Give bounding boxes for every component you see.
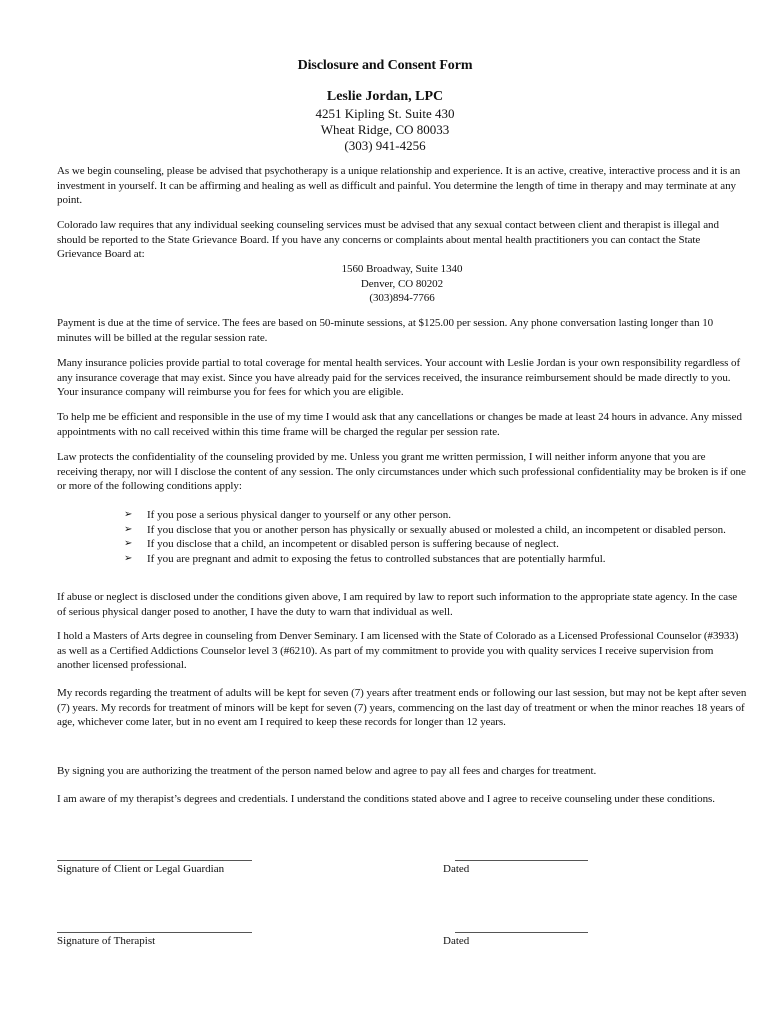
therapist-dated-label: Dated [443, 935, 470, 947]
list-item [120, 552, 740, 567]
client-signature-line[interactable] [57, 860, 252, 861]
awareness-paragraph: I am aware of my therapist’s degrees and credentials. I understand the conditions stated above and I agree to receive counseling under these conditions. [57, 793, 715, 805]
client-date-line[interactable] [455, 860, 588, 861]
payment-paragraph: Payment is due at the time of service. The fees are based on 50-minute sessions, at $125.00 per session. Any phone conversation lasting longer than 10 minutes will be billed at the regular session rate. [57, 317, 714, 344]
abuse-reporting-paragraph: If abuse or neglect is disclosed under the conditions given above, I am required by law to report such information to the appropriate state agency. In the case of serious physical danger posed to another, I have the duty to warn that individual as well. [57, 591, 738, 618]
therapist-header [0, 88, 770, 154]
list-item [120, 508, 740, 523]
records-paragraph: My records regarding the treatment of adults will be kept for seven (7) years after treatment ends or following our last session, but may not be kept after seven (7) years. My records for treatment of minors will be kept for seven (7) years, commencing on the last day of treatment or when the minor reaches 18 years of age, whichever come later, but in no event am I required to keep these records for longer than 12 years. [57, 687, 747, 729]
therapist-address-line2: Wheat Ridge, CO 80033 [320, 122, 450, 137]
condition-text: If you are pregnant and admit to exposing the fetus to controlled substances that are potentially harmful. [147, 552, 606, 565]
insurance-paragraph: Many insurance policies provide partial to total coverage for mental health services. Your account with Leslie Jordan is your own responsibility regardless of any insurance coverage that may exist. Since you have already paid for the services received, the insurance reimbursement should be made directly to you. Your insurance company will reimburse you for fees for which you are eligible. [57, 357, 741, 399]
grievance-board-address [57, 262, 747, 306]
therapist-date-line[interactable] [455, 932, 588, 933]
colorado-law-paragraph: Colorado law requires that any individual seeking counseling services must be advised that any sexual contact between client and therapist is illegal and should be reported to the State Grievance Board. If you have any concerns or complaints about mental health practitioners you can contact the State Grievance Board at: [57, 219, 719, 261]
arrow-bullet-icon: ➢ [124, 552, 133, 564]
confidentiality-conditions-list [120, 508, 740, 566]
arrow-bullet-icon: ➢ [124, 538, 133, 550]
arrow-bullet-icon: ➢ [124, 509, 133, 520]
arrow-bullet-icon: ➢ [124, 523, 133, 535]
list-item [120, 523, 740, 538]
form-title: Disclosure and Consent Form [297, 58, 473, 73]
intro-paragraph: As we begin counseling, please be advised that psychotherapy is a unique relationship and experience. It is an active, creative, interactive process and it is an investment in yourself. It can be affirming and healing as well as difficult and painful. You determine the length of time in therapy and may terminate at any point. [57, 165, 741, 207]
client-dated-label: Dated [443, 863, 470, 875]
therapist-signature-label: Signature of Therapist [57, 935, 156, 947]
credentials-paragraph: I hold a Masters of Arts degree in counseling from Denver Seminary. I am licensed with the State of Colorado as a Licensed Professional Counselor (#3933) as well as a Certified Addictions Counselor level 3 (#6210). As part of my commitment to provide you with quality services I receive supervision from another licensed professional. [57, 630, 739, 672]
grievance-board-phone: (303)894-7766 [369, 292, 435, 305]
condition-text: If you disclose that a child, an incompetent or disabled person is suffering because of neglect. [147, 538, 559, 551]
therapist-address-line1: 4251 Kipling St. Suite 430 [315, 106, 455, 121]
cancellation-paragraph: To help me be efficient and responsible in the use of my time I would ask that any cancellations or changes be made at least 24 hours in advance. Any missed appointments with no call received within this time frame will be charged the regular per session rate. [57, 411, 742, 438]
condition-text: If you disclose that you or another person has physically or sexually abused or molested a child, an incompetent or disabled person. [147, 523, 726, 536]
condition-text: If you pose a serious physical danger to yourself or any other person. [147, 509, 451, 521]
confidentiality-paragraph: Law protects the confidentiality of the counseling provided by me. Unless you grant me written permission, I will neither inform anyone that you are receiving therapy, nor will I disclose the content of any session. The only circumstances under which such professional confidentiality may be broken is if one or more of the following conditions apply: [57, 451, 746, 493]
therapist-phone: (303) 941-4256 [344, 138, 426, 153]
grievance-board-street: 1560 Broadway, Suite 1340 [341, 263, 463, 275]
grievance-board-city: Denver, CO 80202 [360, 277, 444, 290]
therapist-signature-line[interactable] [57, 932, 252, 933]
list-item [120, 537, 740, 552]
authorization-paragraph: By signing you are authorizing the treatment of the person named below and agree to pay all fees and charges for treatment. [57, 765, 597, 777]
client-signature-label: Signature of Client or Legal Guardian [57, 863, 225, 875]
therapist-name: Leslie Jordan, LPC [326, 89, 444, 104]
